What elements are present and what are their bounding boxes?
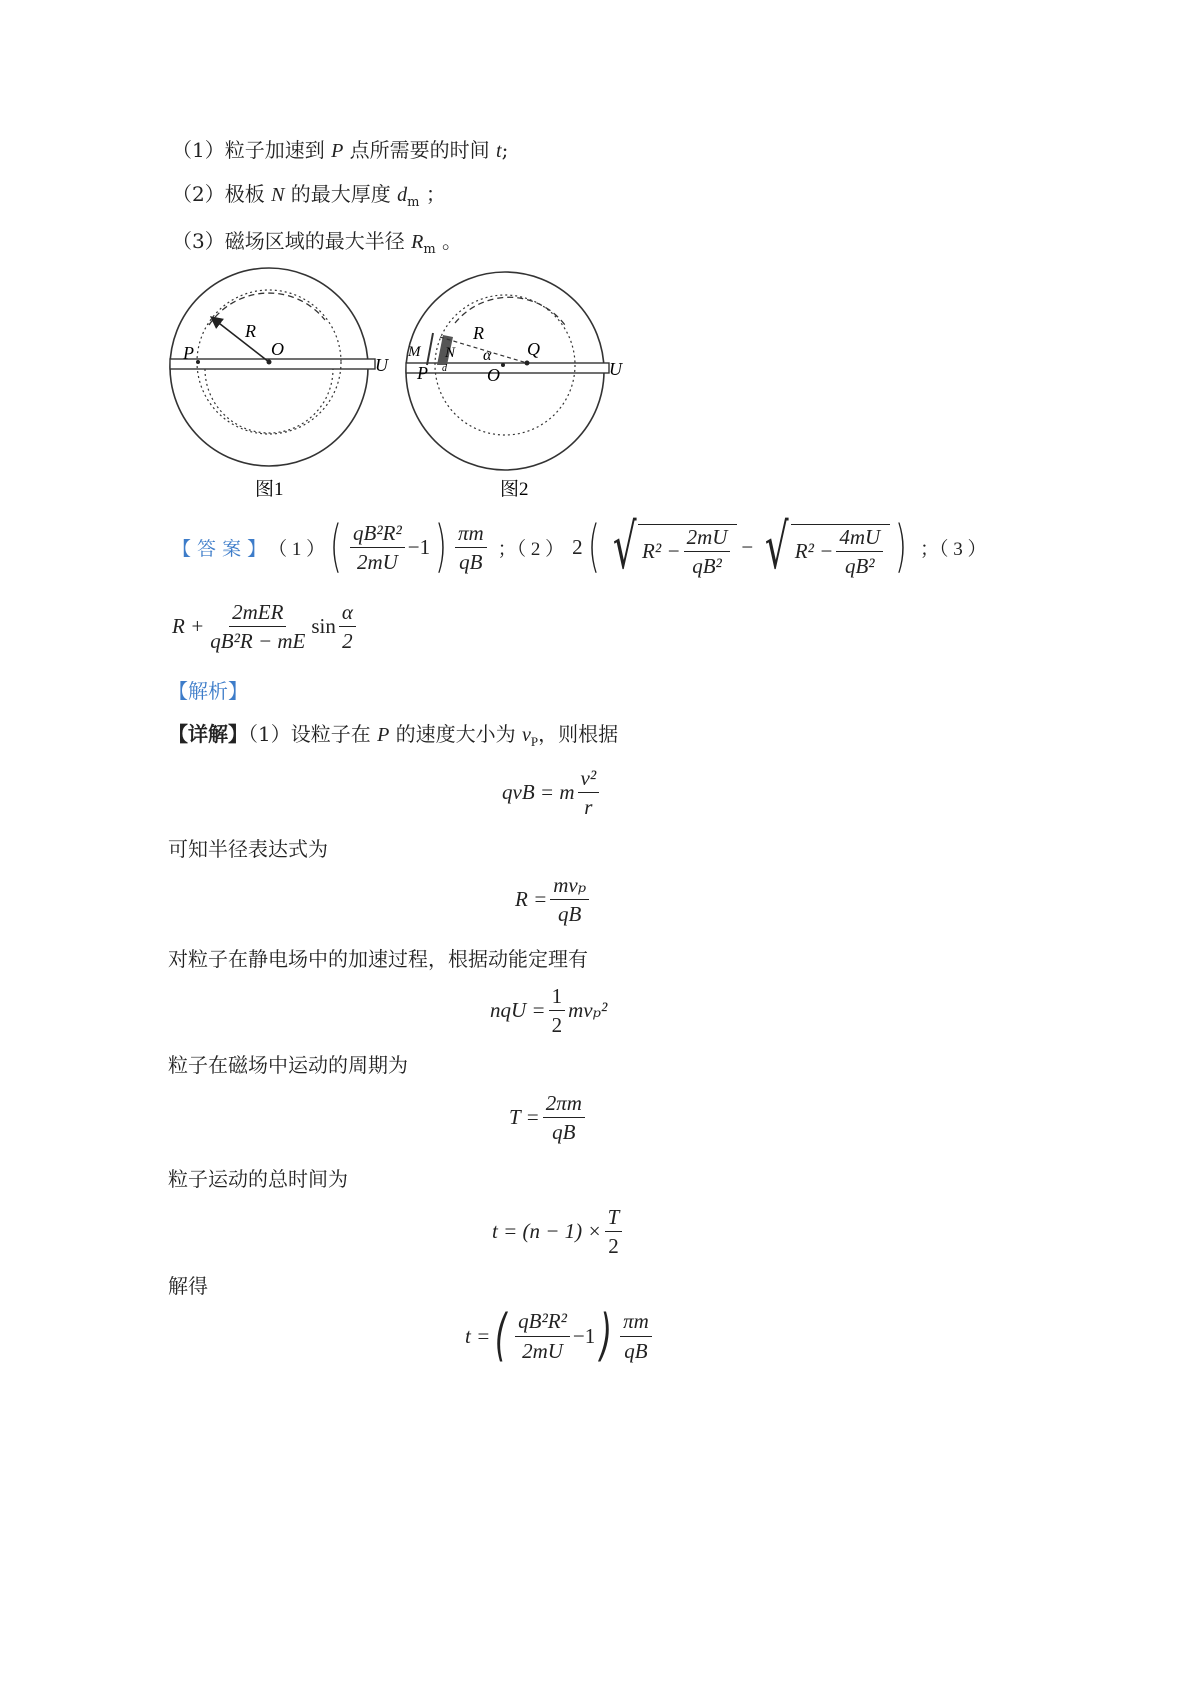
eq2-lhs: R = [515,887,548,912]
figure-2 [406,272,623,500]
detail-var: P [377,724,390,746]
fig1-radius-arrow [215,320,269,362]
eq6-fraction2 [620,1309,652,1362]
answer1-fraction2 [455,521,487,574]
answer2-coef: 2 [572,534,583,559]
answer2-left-paren: ( [587,514,600,580]
eq6-den2: qB [624,1338,648,1363]
q1-var: P [331,140,344,162]
fig1-label-R: R [245,321,256,341]
eq4-num: 2πm [543,1091,585,1118]
equation-2 [515,873,592,926]
fig2-label-alpha: α [483,347,492,364]
answer1-right-paren: ) [435,514,448,580]
answer2-d2: qB² [844,554,875,579]
answer3-fnum: α [339,600,356,627]
q3-text-a: 磁场区域的最大半径 [224,229,405,253]
q2-sub: m [407,195,420,210]
fig1-point-p [196,360,200,364]
fig1-center-dot [267,360,272,365]
q2-number: （2） [172,182,225,206]
fig2-caption: 图2 [500,479,529,500]
eq4-den: qB [552,1120,576,1145]
eq5-num: T [605,1205,623,1232]
eq4-lhs: T = [509,1105,540,1130]
fig2-label-O: O [487,365,500,385]
answer2-d1: qB² [692,554,722,579]
fig2-label-R: R [473,323,484,343]
q3-number: （3） [172,229,225,253]
q2-var: N [271,184,285,206]
question-3 [172,225,462,257]
eq6-left-paren: ( [495,1303,508,1368]
answer2-r2: R² − [794,539,834,564]
equation-6 [465,1303,655,1368]
fig2-label-U: U [609,359,622,379]
fig1-caption: 图1 [255,479,284,500]
fig2-label-P: P [417,363,428,383]
answer-part1-label: （ 1 ） [268,538,326,560]
text-solve: 解得 [168,1274,208,1298]
q1-text-a: 粒子加速到 [224,138,325,162]
figure-diagram [165,265,645,505]
text-energy-theorem: 对粒子在静电场中的加速过程，根据动能定理有 [168,947,588,971]
detail-text2: 的速度大小为 [395,722,516,746]
detail-v: v [522,724,531,746]
equation-4 [509,1091,588,1144]
equation-5 [492,1205,625,1258]
eq2-fraction [550,873,589,926]
answer3-lead: R + [172,614,205,639]
answer2-sqrt1: √ R² − $\frac{2mU}{\text{qB²}}$ [605,516,738,578]
answer-label: 【 答 案 】 [172,537,267,560]
eq4-fraction [543,1091,585,1144]
answer-part3-label: ；（ 3 ） [920,538,987,560]
eq5-fraction [605,1205,623,1258]
q2-var2: d [397,184,408,206]
eq3-den: 2 [551,1013,563,1038]
eq3-fraction [549,984,566,1037]
fig2-label-M: M [408,344,421,360]
eq2-num: mvₚ [550,873,589,900]
eq6-minus: −1 [572,1323,596,1348]
answer1-den2: qB [459,549,483,574]
answer1-den: 2mU [356,549,398,574]
fig2-dashed-arc [455,297,565,325]
answer2-right-paren: ) [895,514,908,580]
q1-text-b: 点所需要的时间 [349,138,490,162]
question-2 [172,178,446,210]
fig1-plate [170,359,375,369]
detail-label: 【详解】 [168,722,248,746]
answer2-r1: R² − [642,539,681,564]
q1-end: ; [501,138,509,162]
fig1-label-P: P [183,343,194,363]
eq6-fraction [515,1309,570,1362]
fig2-label-N: N [445,345,456,361]
answer1-fraction [350,521,405,574]
answer-line-1 [172,510,987,583]
eq2-den: qB [558,902,582,927]
q2-text-a: 极板 [224,182,265,206]
answer3-alpha-fraction [339,600,356,653]
eq3-rhs: mvₚ² [568,998,608,1023]
fig2-center-dot [501,363,505,367]
answer1-left-paren: ( [330,514,343,580]
answer3-den: qB²R − mE [210,629,306,654]
eq6-den: 2mU [522,1338,563,1363]
answer1-minus: −1 [407,534,431,559]
detail-text3: ，则根据 [538,722,619,746]
figure-1 [170,268,389,500]
answer2-sqrt2: √ R² − $\frac{4mU}{\text{qB²}}$ [757,516,890,578]
answer2-n1: 2mU [684,525,731,552]
fig1-label-U: U [375,355,388,375]
eq1-fraction [578,766,600,819]
q3-end: 。 [442,229,462,253]
text-period: 粒子在磁场中运动的周期为 [168,1053,408,1077]
answer-line-2 [172,600,359,653]
fig2-electrode-m [427,333,433,365]
eq6-num2: πm [620,1309,652,1336]
q2-text-b: 的最大厚度 [290,182,391,206]
fig2-plate [406,363,609,373]
analysis-label: 【解析】 [168,679,248,703]
eq6-right-paren: ) [600,1303,613,1368]
detail-line [168,718,618,750]
fig1-lower-dotted-path [205,369,333,433]
q1-number: （1） [172,138,225,162]
fig2-point-q [525,361,530,366]
text-total-time: 粒子运动的总时间为 [168,1167,348,1191]
detail-text: （1）设粒子在 [248,722,371,746]
question-1 [172,134,508,163]
equation-1 [502,766,602,819]
equation-3 [490,984,607,1037]
eq6-num: qB²R² [515,1309,570,1336]
fig2-label-Q: Q [527,339,540,359]
text-radius-expression: 可知半径表达式为 [168,837,328,861]
q1-var2: t [496,140,502,162]
eq3-lhs: nqU = [490,998,546,1023]
fig2-label-d: d [442,363,447,374]
answer-part2-label: ；（ 2 ） [497,538,565,560]
fig1-label-O: O [271,339,284,359]
answer2-n2: 4mU [836,525,883,552]
answer3-num: 2mER [229,600,286,627]
q3-sub: m [423,242,436,257]
answer3-sin: sin [311,614,336,639]
answer1-num2: πm [455,521,487,548]
eq5-lhs: t = (n − 1) × [492,1219,602,1244]
q2-end: ； [425,182,446,206]
eq5-den: 2 [608,1234,619,1259]
q3-var: R [411,231,424,253]
answer1-num: qB²R² [350,521,405,548]
answer3-fden: 2 [342,629,353,654]
answer3-fraction [207,600,308,653]
eq1-lhs: qvB = m [502,780,575,805]
eq1-num: v² [578,766,600,793]
answer2-minus: − [741,534,754,559]
detail-vsub: P [530,734,539,749]
eq1-den: r [584,795,593,820]
fig1-dashed-arc [209,293,325,325]
eq6-lhs: t = [465,1323,491,1348]
eq3-num: 1 [549,984,566,1011]
